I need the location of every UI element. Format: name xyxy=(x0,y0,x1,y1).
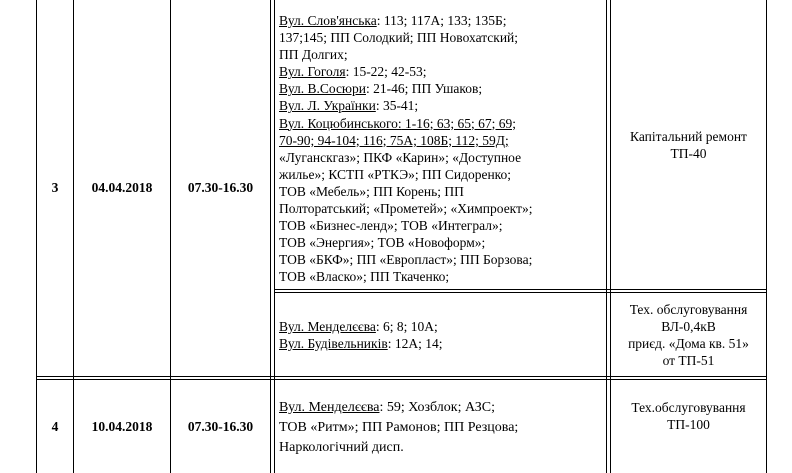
address-text: Наркологічний дисп. xyxy=(279,440,404,455)
street-name: Вул. Будівельників xyxy=(279,336,388,352)
street-name: Вул. Гоголя xyxy=(279,64,346,80)
row-4-date: 10.04.2018 xyxy=(91,418,153,434)
row-3-date: 04.04.2018 xyxy=(91,180,153,195)
address-line xyxy=(279,97,604,114)
address-line xyxy=(279,12,604,29)
address-line xyxy=(279,149,604,166)
address-text: : 15-22; 42-53; xyxy=(345,64,427,80)
address-line xyxy=(279,268,604,285)
address-text: ПП Долгих; xyxy=(279,47,348,63)
work-line: от ТП-51 xyxy=(662,352,715,368)
work-line: ВЛ-0,4кВ xyxy=(661,318,716,334)
address-line xyxy=(279,398,604,418)
address-line xyxy=(279,80,604,97)
address-text: : 12А; 14; xyxy=(387,336,443,352)
row-3-work-1 xyxy=(611,0,766,289)
row-4-number: 4 xyxy=(51,418,59,434)
address-text: ТОВ «БКФ»; ПП «Европласт»; ПП Борзова; xyxy=(279,252,533,268)
row-4-address-block xyxy=(279,398,604,458)
row-4-time: 07.30-16.30 xyxy=(187,418,254,434)
address-text: : 59; Хозблок; АЗС; xyxy=(379,400,495,415)
address-line xyxy=(279,251,604,268)
address-line xyxy=(279,438,604,458)
work-line: Тех.обслуговування xyxy=(631,400,746,415)
street-name: Вул. Менделєєва xyxy=(279,319,376,334)
row-border-subrow xyxy=(274,289,767,290)
work-line: приєд. «Дома кв. 51» xyxy=(628,335,749,351)
row-3-time: 07.30-16.30 xyxy=(187,180,254,195)
address-line xyxy=(279,29,604,46)
address-line xyxy=(279,132,604,149)
col-border-3 xyxy=(270,0,271,473)
address-text: : 35-41; xyxy=(375,98,419,114)
address-line xyxy=(279,335,604,352)
address-line xyxy=(279,217,604,234)
row-3-address-block-1 xyxy=(279,12,604,286)
col-border-5 xyxy=(606,0,607,473)
address-text: жилье»; КСТП «РТКЭ»; ПП Сидоренко; xyxy=(279,166,512,182)
address-line xyxy=(279,318,604,335)
address-line xyxy=(279,46,604,63)
street-name: Вул. Л. Українки xyxy=(279,98,376,114)
address-text: ТОВ «Ритм»; ПП Рамонов; ПП Резцова; xyxy=(279,420,519,435)
address-text: ТОВ «Власко»; ПП Ткаченко; xyxy=(279,269,450,285)
col-border-right xyxy=(766,0,767,473)
address-text: : 113; 117А; 133; 135Б; xyxy=(376,13,507,28)
work-line: ТП-100 xyxy=(667,417,710,432)
address-text: «Луганскгаз»; ПКФ «Карин»; «Доступное xyxy=(279,149,522,165)
address-line xyxy=(279,183,604,200)
address-line xyxy=(279,166,604,183)
work-line: Тех. обслуговування xyxy=(629,301,748,317)
address-line xyxy=(279,200,604,217)
col-border-4 xyxy=(274,0,275,473)
street-name: Вул. В.Сосюри xyxy=(279,81,366,97)
address-line xyxy=(279,63,604,80)
outage-schedule-table xyxy=(36,0,768,473)
row-border-row4 xyxy=(36,376,767,377)
street-name: Вул. Коцюбинського: xyxy=(279,115,402,131)
address-line xyxy=(279,234,604,251)
address-text: Полторатський; «Прометей»; «Химпроект»; xyxy=(279,201,533,217)
street-name: Вул. Менделєєва xyxy=(279,400,380,415)
address-text: : 6; 8; 10А; xyxy=(375,319,438,334)
address-text: ТОВ «Мебель»; ПП Корень; ПП xyxy=(279,183,464,199)
work-line: ТП-40 xyxy=(670,145,707,161)
address-text: ТОВ «Бизнес-ленд»; ТОВ «Интеграл»; xyxy=(279,218,503,234)
address-text: : 21-46; ПП Ушаков; xyxy=(366,81,483,97)
row-3-address-block-2 xyxy=(279,318,604,352)
work-line: Капітальний ремонт xyxy=(630,128,747,144)
street-name: Вул. Слов'янська xyxy=(279,13,377,28)
address-text: ТОВ «Энергия»; ТОВ «Новоформ»; xyxy=(279,235,486,251)
address-line xyxy=(279,115,604,132)
address-text: 137;145; ПП Солодкий; ПП Новохатский; xyxy=(279,30,519,46)
row-3-work-2 xyxy=(611,293,766,376)
row-4-work xyxy=(611,380,766,452)
row-3-number: 3 xyxy=(51,180,59,195)
address-text: 1-16; 63; 65; 67; 69; xyxy=(401,115,517,131)
address-line xyxy=(279,418,604,438)
address-text: 70-90; 94-104; 116; 75А; 108Б; 112; 59Д; xyxy=(279,132,509,148)
